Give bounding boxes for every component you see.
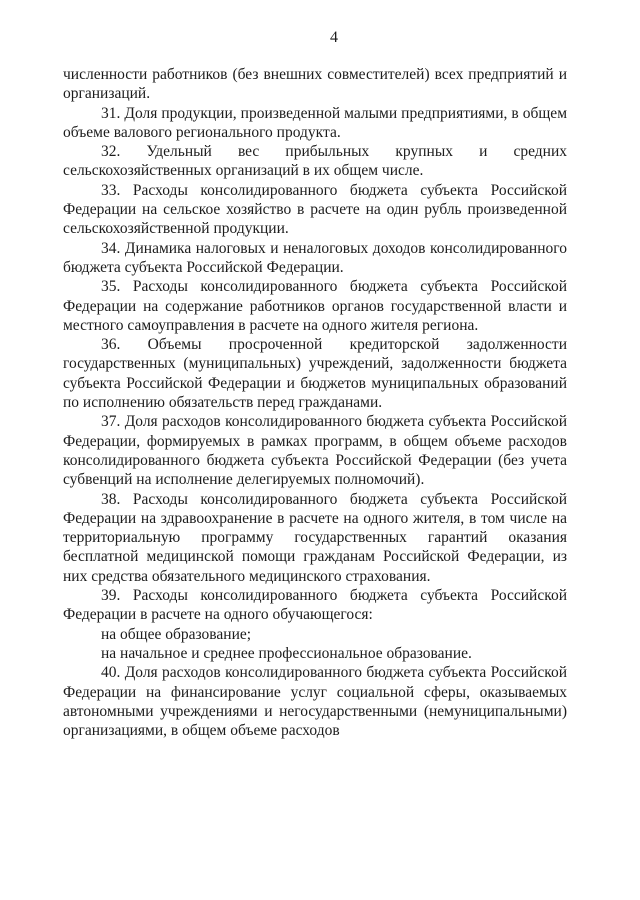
paragraph-item-31: 31. Доля продукции, произведенной малыми предприятиями, в общем объеме валового регионального продукта. (63, 104, 567, 141)
paragraph-item-37: 37. Доля расходов консолидированного бюджета субъекта Российской Федерации, формируемых в рамках программ, в общем объеме расходов консолидированного бюджета субъекта Российской Федерации (без учета субвенций на исполнение делегируемых полномочий). (63, 413, 567, 489)
document-body (63, 65, 567, 740)
paragraph-item-34: 34. Динамика налоговых и неналоговых доходов консолидированного бюджета субъекта Российской Федерации. (63, 239, 567, 276)
page-number: 4 (330, 29, 338, 46)
paragraph-subitem-professional-education: на начальное и среднее профессиональное образование. (101, 644, 472, 662)
paragraph-item-39: 39. Расходы консолидированного бюджета субъекта Российской Федерации в расчете на одного обучающегося: (63, 587, 567, 624)
paragraph-item-38: 38. Расходы консолидированного бюджета субъекта Российской Федерации на здравоохранение в расчете на одного жителя, в том числе на территориальную программу государственных гарантий оказания бесплатной медицинской помощи гражданам Российской Федерации, из них средства обязательного медицинского страхования. (63, 490, 567, 585)
paragraph-item-35: 35. Расходы консолидированного бюджета субъекта Российской Федерации на содержание работников органов государственной власти и местного самоуправления в расчете на одного жителя региона. (63, 278, 567, 334)
paragraph-continuation: численности работников (без внешних совместителей) всех предприятий и организаций. (63, 66, 567, 103)
paragraph-item-33: 33. Расходы консолидированного бюджета субъекта Российской Федерации на сельское хозяйство в расчете на один рубль произведенной сельскохозяйственной продукции. (63, 181, 567, 238)
paragraph-item-36: 36. Объемы просроченной кредиторской задолженности государственных (муниципальных) учреждений, задолженности бюджета субъекта Российской Федерации и бюджетов муниципальных образований по исполнению обязательств перед гражданами. (63, 336, 567, 412)
paragraph-subitem-general-education: на общее образование; (101, 625, 252, 643)
paragraph-item-32: 32. Удельный вес прибыльных крупных и средних сельскохозяйственных организаций в их общем числе. (63, 143, 567, 180)
paragraph-item-40: 40. Доля расходов консолидированного бюджета субъекта Российской Федерации на финансирование услуг социальной сферы, оказываемых автономными учреждениями и негосударственными (немуниципальными) организациями, в общем объеме расходов (63, 664, 567, 740)
